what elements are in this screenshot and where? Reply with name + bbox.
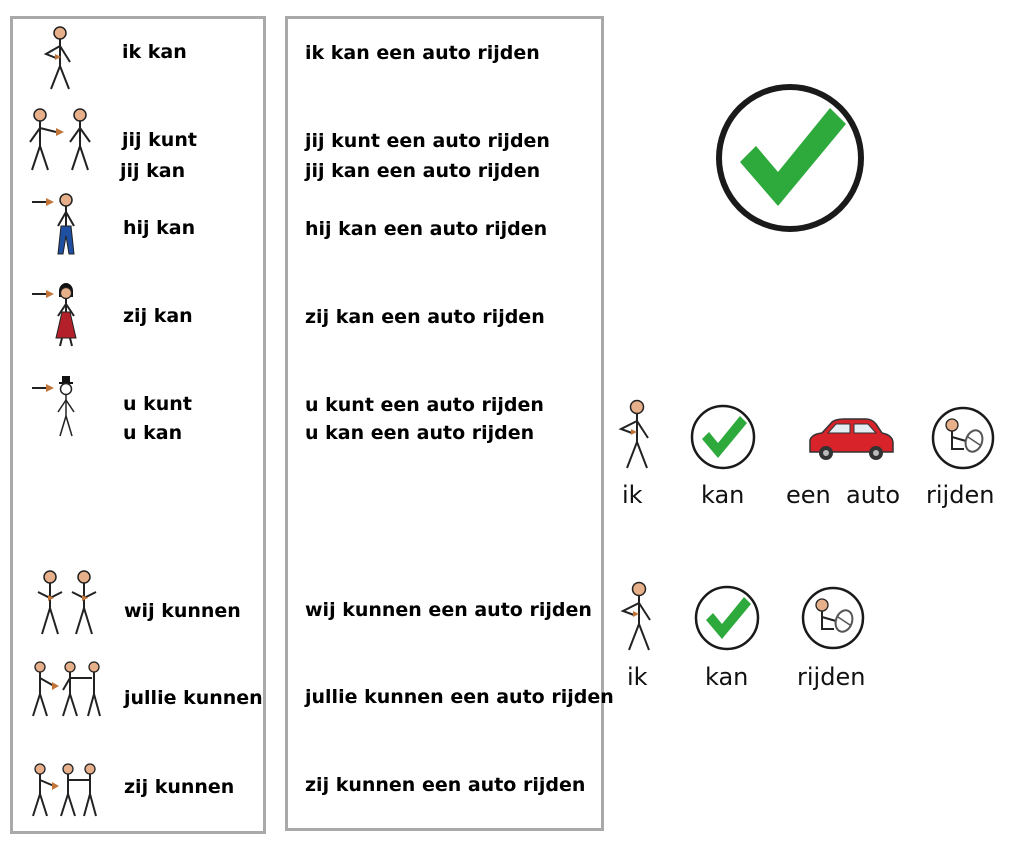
symbol-word: rijden bbox=[926, 481, 995, 509]
two-people-pointing-other-icon bbox=[26, 106, 98, 174]
sentence-text: jij kan een auto rijden bbox=[305, 160, 541, 182]
pronoun-label: jij kunt bbox=[122, 129, 197, 151]
red-car-icon bbox=[806, 418, 896, 462]
person-pointing-self-icon bbox=[615, 580, 657, 654]
symbol-word: een auto bbox=[786, 481, 901, 509]
person-pointing-self-icon bbox=[613, 398, 655, 472]
check-circle-icon bbox=[693, 584, 761, 652]
steering-wheel-driver-icon bbox=[930, 405, 996, 471]
group-pointed-at-icon bbox=[30, 660, 102, 720]
big-check-circle-icon bbox=[712, 80, 868, 236]
formal-person-pointed-at-icon bbox=[30, 374, 84, 440]
check-circle-icon bbox=[689, 403, 757, 471]
pronoun-label: ik kan bbox=[122, 41, 187, 63]
pronoun-label: u kan bbox=[123, 422, 183, 444]
pronoun-label: jij kan bbox=[120, 160, 186, 182]
group-pointed-at-icon bbox=[30, 762, 102, 820]
pronoun-label: hij kan bbox=[123, 217, 196, 239]
symbol-word: ik bbox=[627, 663, 648, 691]
symbol-word: ik bbox=[622, 481, 643, 509]
sentence-text: zij kan een auto rijden bbox=[305, 306, 545, 328]
sentence-text: u kan een auto rijden bbox=[305, 422, 535, 444]
steering-wheel-driver-icon bbox=[800, 585, 866, 651]
sentence-text: zij kunnen een auto rijden bbox=[305, 774, 586, 796]
two-people-we-icon bbox=[34, 568, 102, 638]
pronoun-label: jullie kunnen bbox=[124, 687, 263, 709]
person-pointing-self-icon bbox=[38, 24, 78, 94]
sentence-text: wij kunnen een auto rijden bbox=[305, 599, 592, 621]
girl-pointed-at-icon bbox=[30, 282, 84, 350]
symbol-word: kan bbox=[701, 481, 745, 509]
sentence-text: jullie kunnen een auto rijden bbox=[305, 686, 614, 708]
pronoun-label: wij kunnen bbox=[124, 600, 241, 622]
symbol-word: rijden bbox=[797, 663, 866, 691]
pronoun-label: u kunt bbox=[123, 393, 192, 415]
pronoun-label: zij kan bbox=[123, 305, 193, 327]
sentence-text: ik kan een auto rijden bbox=[305, 42, 540, 64]
boy-pointed-at-icon bbox=[30, 192, 84, 258]
sentence-text: u kunt een auto rijden bbox=[305, 394, 544, 416]
pronoun-label: zij kunnen bbox=[124, 776, 235, 798]
sentence-text: hij kan een auto rijden bbox=[305, 218, 548, 240]
sentence-text: jij kunt een auto rijden bbox=[305, 130, 550, 152]
symbol-word: kan bbox=[705, 663, 749, 691]
